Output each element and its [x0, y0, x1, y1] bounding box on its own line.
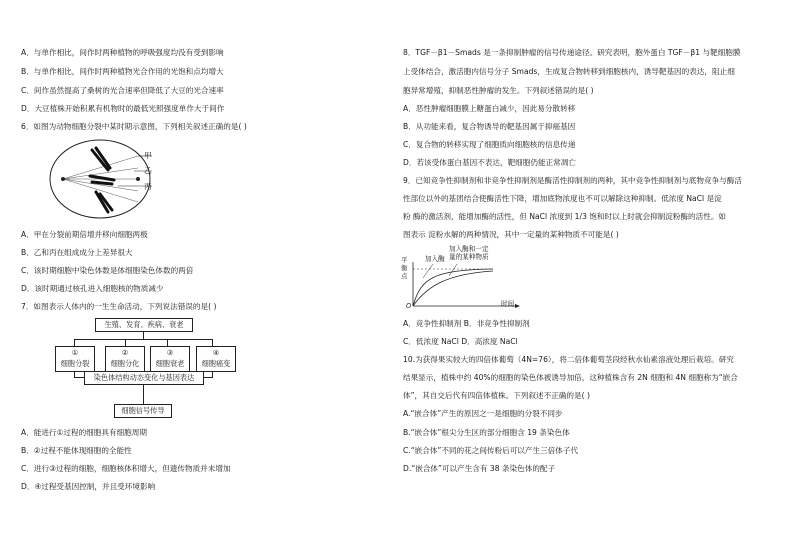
- q8-stem-line3: 胞异常增殖，抑制恶性肿瘤的发生。下列叙述错误的是( ): [403, 86, 594, 95]
- hline-mid-left: [74, 377, 84, 378]
- arrow-top: [143, 331, 144, 339]
- vline-4: [212, 339, 213, 346]
- box-cancer: ④ 细胞癌变: [196, 346, 236, 372]
- q8-option-b: B．从功能来看，复合物诱导的靶基因属于抑癌基因: [403, 122, 576, 131]
- q10-option-c: C.“嵌合体”不同的花之间传粉后可以产生三倍体子代: [403, 446, 579, 455]
- q8-option-d: D．若该受体蛋白基因不表达，靶细胞仍能正常凋亡: [403, 158, 576, 167]
- q5-option-b: B．与单作相比，间作时两种植物光合作用的光饱和点均增大: [21, 67, 224, 76]
- q6-option-d: D．该时期通过核孔进入细胞核的物质减少: [21, 284, 164, 293]
- q6-stem: 6．如图为动物细胞分裂中某时期示意图，下列相关叙述正确的是( ): [21, 122, 247, 131]
- q9-stem-line2: 性部位以外的基团结合使酶活性下降，增加底物浓度也不可以解除这种抑制。低浓度 NaCl 是淀: [403, 194, 722, 203]
- label-jia: 甲: [144, 151, 152, 160]
- box-division: ① 细胞分裂: [55, 346, 95, 372]
- q9-option-cd: C．低浓度 NaCl D．高浓度 NaCl: [403, 337, 518, 346]
- q7-option-c: C．进行③过程的细胞，细胞核体积增大，但遗传物质并未增加: [21, 464, 231, 473]
- label-bing: 丙: [144, 182, 152, 191]
- q5-option-a: A．与单作相比，间作时两种植物的呼吸强度均没有受到影响: [21, 48, 224, 57]
- vline-2: [125, 339, 126, 346]
- q10-option-a: A.“嵌合体”产生的原因之一是细胞的分裂不同步: [403, 409, 563, 418]
- q7-stem: 7．如图表示人体内的一生生命活动，下列说法错误的是( ): [21, 302, 217, 311]
- q5-option-d: D．大豆植株开始积累有机物时的最低光照强度单作大于间作: [21, 104, 225, 113]
- q7-option-b: B．②过程不能体现细胞的全能性: [21, 446, 132, 455]
- q9-stem-line3: 粉 酶的激活剂，能增加酶的活性，但 NaCl 浓度到 1/3 饱和时以上时就会抑制淀粉酶的活性。如: [403, 212, 727, 221]
- vline-1: [74, 339, 75, 346]
- graph-label-enzyme: 加入酶: [425, 255, 445, 263]
- graph-label-both-2: 量的某种物质: [449, 253, 489, 261]
- graph-origin: O: [406, 302, 412, 310]
- hline-top: [74, 339, 212, 340]
- q5-option-c: C．间作虽然提高了桑树的光合速率但降低了大豆的光合速率: [21, 86, 224, 95]
- q8-stem-line2: 上受体结合，激活胞内信号分子 Smads，生成复合物转移到细胞核内，诱导靶基因的表达，阻止细: [403, 67, 735, 76]
- graph-ylabel-1: 平: [401, 256, 408, 264]
- q10-stem-line3: 体”，其自交后代有四倍体植株。下列叙述不正确的是( ): [403, 391, 590, 400]
- q6-option-c: C．该时期细胞中染色体数是体细胞染色体数的两倍: [21, 266, 194, 275]
- cell-division-figure: [48, 136, 168, 222]
- q10-stem-line2: 结果显示，植株中约 40%的细胞的染色体被诱导加倍，这种植株含有 2N 细胞和 4N 细胞称为“嵌合: [403, 373, 738, 382]
- label-yi: 乙: [144, 166, 152, 175]
- q7-option-d: D．④过程受基因控制，并且受环境影响: [21, 482, 156, 491]
- arrow-bottom: [143, 384, 144, 404]
- q10-option-b: B.“嵌合体”根尖分生区的部分细胞含 19 条染色体: [403, 428, 570, 437]
- graph-xlabel: 时间: [501, 300, 515, 308]
- q9-stem-line4: 图表示 淀粉水解的两种情况，其中一定量的某种物质不可能是( ): [403, 230, 619, 239]
- bottom-box: 细胞信号传导: [114, 404, 172, 418]
- mid-box: 染色体结构动态变化与基因表达: [84, 371, 204, 385]
- q9-option-ab: A．竞争性抑制剂 B．非竞争性抑制剂: [403, 319, 530, 328]
- graph-label-both-1: 加入酶和一定: [449, 245, 489, 253]
- top-box: 生殖、发育、疾病、衰老: [95, 318, 193, 332]
- q10-stem-line1: 10.为获得果实较大的四倍体葡萄（4N=76），将二倍体葡萄茎段经秋水仙素溶液处理后栽培。研究: [403, 355, 734, 364]
- box-aging: ③ 细胞衰老: [150, 346, 190, 372]
- box-differentiation: ② 细胞分化: [105, 346, 145, 372]
- q6-option-b: B．乙和丙在组成成分上差异很大: [21, 248, 133, 257]
- q7-option-a: A．能进行①过程的细胞具有细胞周期: [21, 428, 147, 437]
- q8-stem-line1: 8．TGF－β1－Smads 是一条抑制肿瘤的信号传递途径。研究表明，胞外蛋白 TGF－β1 与靶细胞膜: [403, 48, 741, 57]
- q8-option-a: A．恶性肿瘤细胞膜上糖蛋白减少，因此易分散转移: [403, 104, 576, 113]
- q8-option-c: C．复合物的转移实现了细胞质向细胞核的信息传递: [403, 140, 576, 149]
- graph-ylabel-2: 衡: [401, 264, 408, 272]
- q9-stem-line1: 9．已知竞争性抑制剂和非竞争性抑制剂是酶活性抑制剂的两种，其中竞争性抑制剂与底物竞争与酶活: [403, 176, 742, 185]
- q10-option-d: D.“嵌合体”可以产生含有 38 条染色体的配子: [403, 464, 556, 473]
- graph-ylabel-3: 点: [401, 272, 408, 280]
- q6-option-a: A．甲在分裂前期倍增并移向细胞两极: [21, 230, 148, 239]
- hline-mid-right: [203, 377, 213, 378]
- vline-3: [167, 339, 168, 346]
